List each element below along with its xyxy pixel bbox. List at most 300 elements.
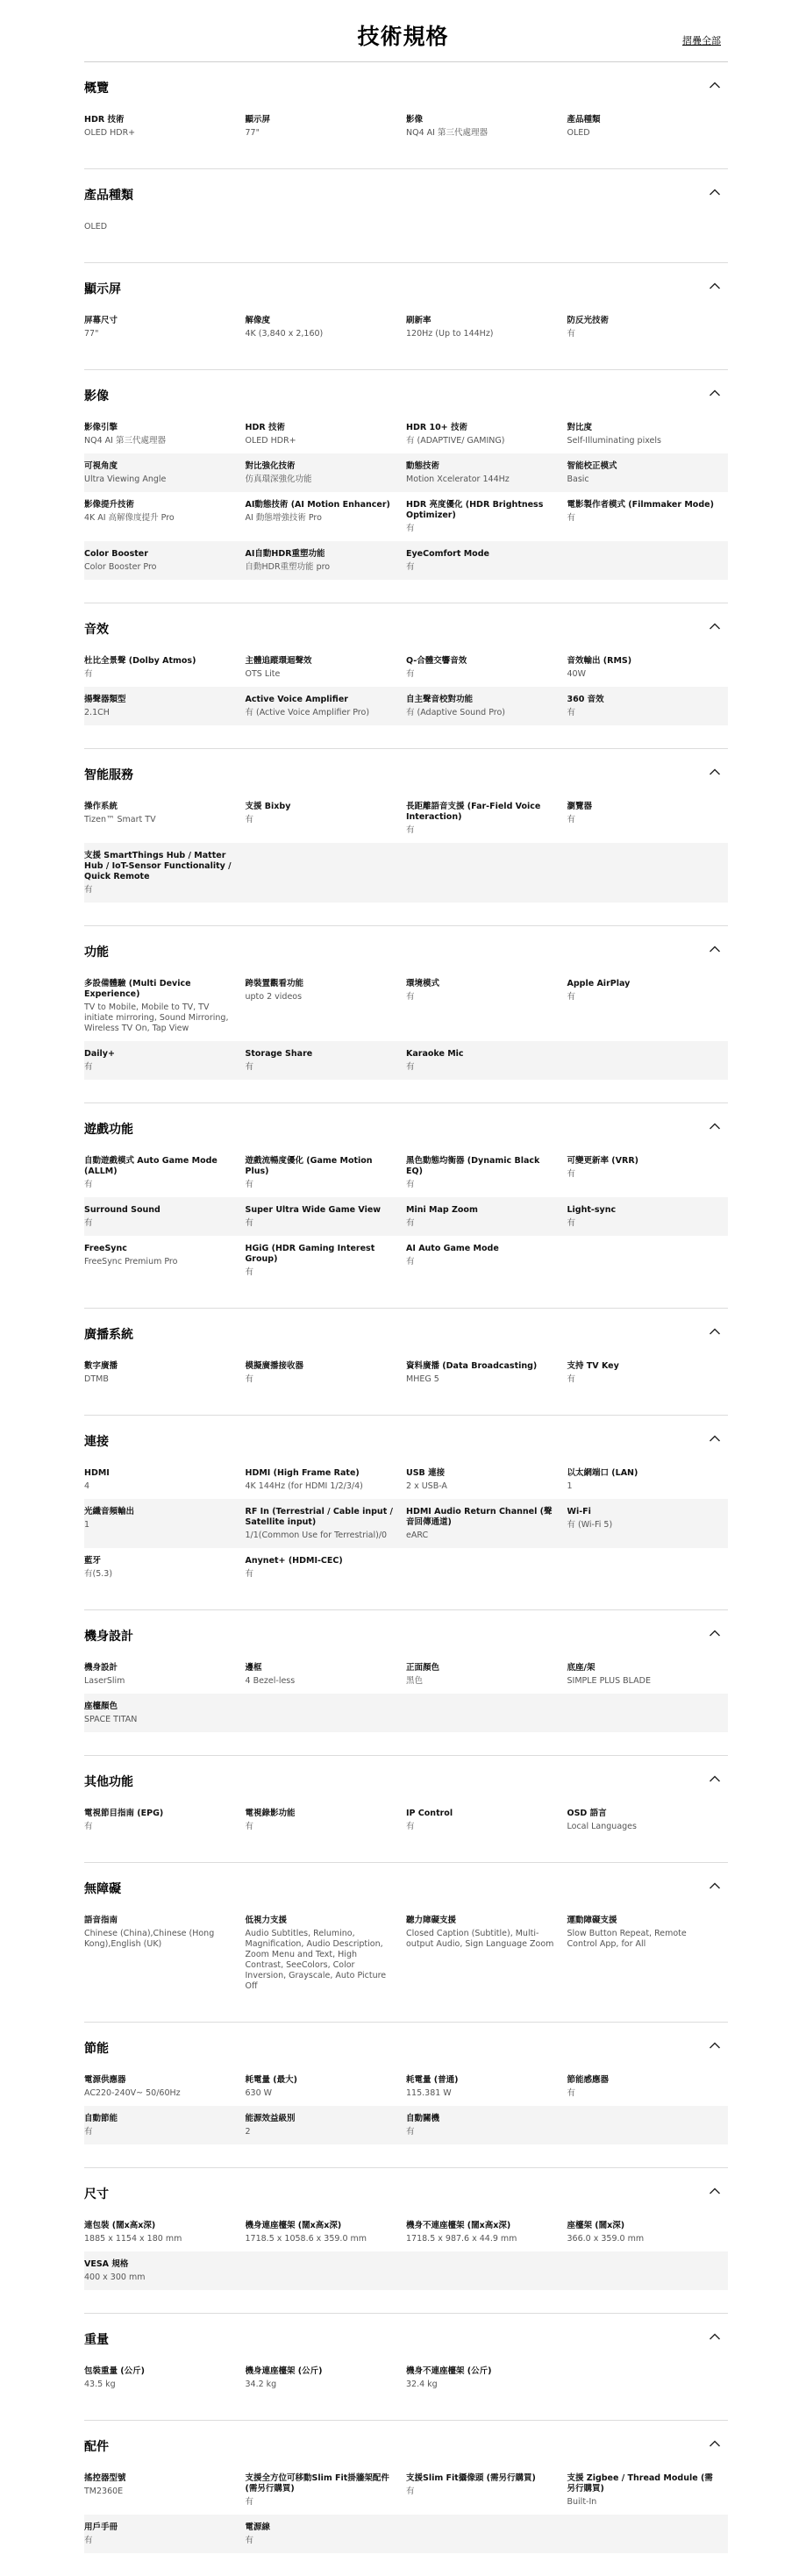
- spec-label: 正面顏色: [406, 1663, 440, 1673]
- spec-cell: [406, 2075, 567, 2099]
- spec-cell: [567, 2221, 729, 2244]
- spec-cell: [84, 2259, 246, 2283]
- spec-cell: [567, 1556, 729, 1580]
- spec-section: [84, 1102, 728, 1308]
- spec-cell: [567, 2522, 729, 2546]
- section-header[interactable]: [84, 1756, 728, 1801]
- spec-cell: [246, 1556, 407, 1580]
- spec-value: 有: [84, 669, 93, 679]
- spec-value: 有: [567, 329, 576, 339]
- spec-row: [84, 1353, 728, 1392]
- spec-value: MHEG 5: [406, 1374, 439, 1384]
- spec-cell: [246, 1156, 407, 1190]
- section-header[interactable]: [84, 749, 728, 794]
- section-header[interactable]: [84, 263, 728, 308]
- chevron-up-icon[interactable]: [709, 767, 721, 776]
- spec-cell: [84, 1468, 246, 1492]
- spec-cell: [567, 316, 729, 339]
- spec-row: [84, 2358, 728, 2397]
- spec-cell: [406, 695, 567, 718]
- spec-cell: [406, 1156, 567, 1190]
- spec-value: 1718.5 x 1058.6 x 359.0 mm: [245, 2234, 367, 2244]
- spec-value: 630 W: [245, 2088, 273, 2098]
- spec-value: 4K 144Hz (for HDMI 1/2/3/4): [245, 1481, 363, 1491]
- spec-cell: [84, 695, 246, 718]
- spec-cell: [246, 851, 407, 896]
- spec-cell: [567, 2259, 729, 2283]
- section-header[interactable]: [84, 926, 728, 971]
- spec-label: 電源供應器: [84, 2075, 126, 2085]
- spec-label: HDR 亮度優化 (HDR Brightness Optimizer): [406, 500, 544, 520]
- spec-label: 支援 SmartThings Hub / Matter Hub / IoT-Sensor Functionality / Quick Remote: [84, 851, 232, 881]
- spec-value: 1: [84, 1520, 90, 1530]
- chevron-up-icon[interactable]: [709, 1327, 721, 1336]
- spec-value: 有: [245, 1267, 254, 1277]
- spec-cell: [567, 1507, 729, 1541]
- spec-row: [84, 1236, 728, 1285]
- spec-value: LaserSlim: [84, 1676, 125, 1686]
- spec-row: [84, 1197, 728, 1236]
- spec-cell: [567, 1244, 729, 1278]
- spec-value: Basic: [567, 475, 589, 484]
- spec-value: 有: [245, 1180, 254, 1189]
- spec-value: Audio Subtitles, Relumino, Magnification, Audio Description, Zoom Menu and Text, High Contrast, SeeColors, Color Inversion, Grayscale, Auto Picture Off: [245, 1929, 387, 1991]
- spec-value: 77": [245, 128, 260, 138]
- spec-value: 有: [84, 1218, 93, 1228]
- spec-label: Light-sync: [567, 1205, 617, 1215]
- spec-cell: [84, 1244, 246, 1278]
- spec-section: [84, 1308, 728, 1415]
- spec-cell: [567, 1361, 729, 1385]
- spec-section: [84, 2420, 728, 2576]
- spec-label: 電源線: [245, 2522, 271, 2532]
- spec-label: 對比度: [567, 423, 593, 432]
- spec-value: 有 (Active Voice Amplifier Pro): [245, 708, 370, 717]
- chevron-up-icon[interactable]: [709, 945, 721, 953]
- section-header[interactable]: [84, 1863, 728, 1908]
- spec-section: [84, 168, 728, 262]
- spec-cell: [84, 1049, 246, 1073]
- spec-cell: [406, 851, 567, 896]
- spec-value: upto 2 videos: [245, 992, 303, 1002]
- spec-label: 耗電量 (最大): [245, 2075, 297, 2085]
- spec-value: 有: [245, 1218, 254, 1228]
- spec-cell: [567, 1468, 729, 1492]
- spec-cell: [406, 2114, 567, 2137]
- spec-value: 2: [245, 2127, 251, 2137]
- spec-value: 有: [84, 1822, 93, 1831]
- spec-section: [84, 1609, 728, 1755]
- spec-label: 音效輸出 (RMS): [567, 656, 632, 666]
- spec-cell: [84, 1205, 246, 1229]
- spec-label: 動態技術: [406, 461, 440, 471]
- spec-label: 操作系統: [84, 802, 118, 811]
- spec-cell: [84, 1361, 246, 1385]
- spec-section: [84, 2313, 728, 2420]
- spec-value: 有: [567, 1169, 576, 1179]
- spec-cell: [567, 1205, 729, 1229]
- spec-value: Chinese (China),Chinese (Hong Kong),English (UK): [84, 1929, 215, 1949]
- spec-cell: [567, 979, 729, 1034]
- spec-cell: [246, 1916, 407, 1992]
- section-header[interactable]: [84, 1610, 728, 1655]
- spec-value: Ultra Viewing Angle: [84, 475, 167, 484]
- spec-cell: [406, 2366, 567, 2390]
- spec-label: 影像提升技術: [84, 500, 135, 510]
- spec-row: [84, 1460, 728, 1499]
- spec-section: [84, 1862, 728, 2022]
- spec-value: Built-In: [567, 2497, 597, 2507]
- spec-label: 長距離語音支援 (Far-Field Voice Interaction): [406, 802, 541, 822]
- chevron-up-icon[interactable]: [709, 1881, 721, 1890]
- chevron-up-icon[interactable]: [709, 2439, 721, 2448]
- spec-value: 有: [406, 2127, 415, 2137]
- spec-cell: [246, 2114, 407, 2137]
- spec-value: OLED HDR+: [84, 128, 136, 138]
- spec-label: 搖控器型號: [84, 2473, 126, 2483]
- spec-label: 自動遊戲模式 Auto Game Mode (ALLM): [84, 1156, 218, 1176]
- spec-label: 智能校正模式: [567, 461, 617, 471]
- spec-cell: [246, 1361, 407, 1385]
- spec-label: 杜比全景聲 (Dolby Atmos): [84, 656, 196, 666]
- spec-cell: [406, 2522, 567, 2546]
- spec-value: 有: [406, 1180, 415, 1189]
- chevron-up-icon[interactable]: [709, 1629, 721, 1638]
- spec-section: [84, 748, 728, 925]
- chevron-up-icon[interactable]: [709, 282, 721, 290]
- chevron-up-icon[interactable]: [709, 2041, 721, 2050]
- section-title: 智能服務: [84, 768, 133, 782]
- spec-value: 有: [406, 524, 415, 533]
- spec-rows: [84, 1353, 728, 1415]
- spec-section: [84, 369, 728, 603]
- spec-cell: [84, 222, 246, 232]
- spec-label: 機身連座檯架 (闊x高x深): [245, 2221, 342, 2230]
- spec-label: Q-合體交響音效: [406, 656, 467, 666]
- spec-cell: [246, 802, 407, 836]
- spec-value: 有: [406, 1822, 415, 1831]
- spec-cell: [246, 423, 407, 446]
- spec-label: 黑色動態均衡器 (Dynamic Black EQ): [406, 1156, 540, 1176]
- spec-cell: [406, 1916, 567, 1992]
- spec-row: [84, 794, 728, 843]
- spec-sections: [0, 61, 806, 2576]
- section-title: 音效: [84, 623, 109, 637]
- spec-cell: [84, 656, 246, 680]
- spec-value: Local Languages: [567, 1822, 637, 1831]
- collapse-all-link[interactable]: 摺疊全部: [682, 35, 721, 46]
- spec-value: Tizen™ Smart TV: [84, 815, 156, 824]
- spec-cell: [567, 1663, 729, 1687]
- spec-cell: [406, 2221, 567, 2244]
- spec-value: 有: [406, 1062, 415, 1072]
- spec-cell: [406, 1507, 567, 1541]
- spec-cell: [406, 1702, 567, 1725]
- spec-value: 有: [567, 992, 576, 1002]
- spec-rows: [84, 2358, 728, 2420]
- spec-cell: [406, 656, 567, 680]
- spec-row: [84, 687, 728, 725]
- spec-value: Closed Caption (Subtitle), Multi-output Audio, Sign Language Zoom: [406, 1929, 554, 1949]
- section-title: 遊戲功能: [84, 1123, 133, 1137]
- section-title: 尺寸: [84, 2187, 109, 2201]
- spec-cell: [84, 2114, 246, 2137]
- spec-value: 有: [84, 1180, 93, 1189]
- spec-value: 有(5.3): [84, 1569, 113, 1579]
- spec-value: 有: [84, 2127, 93, 2137]
- spec-value: 有: [406, 2487, 415, 2496]
- spec-cell: [567, 461, 729, 485]
- spec-cell: [246, 1205, 407, 1229]
- spec-label: Color Booster: [84, 549, 148, 559]
- section-header[interactable]: [84, 1309, 728, 1353]
- spec-label: 支援全方位可移動Slim Fit掛牆架配件 (需另行購買): [245, 2473, 389, 2494]
- spec-value: 有 (ADAPTIVE/ GAMING): [406, 436, 505, 446]
- spec-value: 有: [567, 1218, 576, 1228]
- spec-cell: [246, 2075, 407, 2099]
- spec-value: AI 動態增強技術 Pro: [245, 513, 322, 523]
- spec-cell: [246, 1702, 407, 1725]
- spec-label: VESA 規格: [84, 2259, 129, 2269]
- spec-rows: [84, 415, 728, 603]
- spec-cell: [84, 802, 246, 836]
- spec-cell: [246, 2259, 407, 2283]
- spec-label: 支持 TV Key: [567, 1361, 619, 1371]
- chevron-up-icon[interactable]: [709, 1774, 721, 1783]
- spec-value: 43.5 kg: [84, 2380, 116, 2389]
- spec-cell: [567, 2075, 729, 2099]
- spec-label: 機身連座檯架 (公斤): [245, 2366, 323, 2376]
- spec-label: 模擬廣播接收器: [245, 1361, 304, 1371]
- spec-section: [84, 61, 728, 168]
- spec-cell: [84, 851, 246, 896]
- spec-label: 揚聲器類型: [84, 695, 126, 704]
- spec-value: Slow Button Repeat, Remote Control App, for All: [567, 1929, 687, 1949]
- spec-label: 機身設計: [84, 1663, 118, 1673]
- spec-value: 有: [245, 1569, 254, 1579]
- spec-cell: [246, 2221, 407, 2244]
- spec-label: 對比強化技術: [245, 461, 296, 471]
- spec-cell: [246, 979, 407, 1034]
- chevron-up-icon[interactable]: [709, 1434, 721, 1443]
- spec-row: [84, 1548, 728, 1587]
- spec-cell: [406, 549, 567, 573]
- spec-cell: [406, 1809, 567, 1832]
- spec-label: 包裝重量 (公斤): [84, 2366, 145, 2376]
- spec-value: SPACE TITAN: [84, 1715, 138, 1724]
- spec-value: 有: [406, 1257, 415, 1267]
- spec-value: NQ4 AI 第三代處理器: [406, 128, 488, 138]
- spec-cell: [567, 656, 729, 680]
- spec-label: 數字廣播: [84, 1361, 118, 1371]
- spec-cell: [406, 115, 567, 139]
- spec-cell: [406, 500, 567, 534]
- spec-label: Surround Sound: [84, 1205, 160, 1215]
- section-title: 機身設計: [84, 1630, 133, 1644]
- spec-label: EyeComfort Mode: [406, 549, 489, 559]
- section-header[interactable]: [84, 603, 728, 648]
- spec-section: [84, 262, 728, 369]
- spec-label: HDR 10+ 技術: [406, 423, 467, 432]
- spec-value: 有 (Wi-Fi 5): [567, 1520, 613, 1530]
- spec-row: [84, 107, 728, 146]
- spec-label: HDMI Audio Return Channel (聲音回傳通道): [406, 1507, 553, 1527]
- spec-label: Super Ultra Wide Game View: [245, 1205, 382, 1215]
- spec-rows: [84, 308, 728, 369]
- spec-cell: [406, 1556, 567, 1580]
- spec-label: 可視角度: [84, 461, 118, 471]
- spec-value: 120Hz (Up to 144Hz): [406, 329, 494, 339]
- spec-value: 4K (3,840 x 2,160): [245, 329, 324, 339]
- spec-cell: [246, 2366, 407, 2390]
- spec-label: 主體追蹤環迴聲效: [245, 656, 312, 666]
- spec-value: 有: [245, 1822, 254, 1831]
- spec-value: 40W: [567, 669, 586, 679]
- spec-section: [84, 925, 728, 1102]
- spec-row: [84, 2067, 728, 2106]
- spec-value: OLED: [84, 222, 108, 232]
- spec-row: [84, 2465, 728, 2515]
- spec-label: 電影製作者模式 (Filmmaker Mode): [567, 500, 714, 510]
- section-header[interactable]: [84, 2168, 728, 2213]
- section-title: 顯示屏: [84, 282, 121, 296]
- spec-row: [84, 1148, 728, 1197]
- chevron-up-icon[interactable]: [709, 2187, 721, 2195]
- spec-cell: [567, 549, 729, 573]
- spec-value: 有: [567, 513, 576, 523]
- spec-value: OLED HDR+: [245, 436, 296, 446]
- spec-cell: [567, 2114, 729, 2137]
- section-header[interactable]: [84, 2421, 728, 2465]
- spec-value: 1: [567, 1481, 573, 1491]
- spec-label: 遊戲流暢度優化 (Game Motion Plus): [245, 1156, 373, 1176]
- section-header[interactable]: [84, 1103, 728, 1148]
- section-title: 概覽: [84, 82, 109, 96]
- spec-cell: [84, 461, 246, 485]
- section-header[interactable]: [84, 169, 728, 214]
- spec-cell: [84, 1556, 246, 1580]
- chevron-up-icon[interactable]: [709, 1122, 721, 1131]
- spec-row: [84, 415, 728, 453]
- spec-label: 自動節能: [84, 2114, 118, 2123]
- spec-value: 有: [406, 825, 415, 835]
- spec-row: [84, 2515, 728, 2553]
- spec-row: [84, 648, 728, 687]
- chevron-up-icon[interactable]: [709, 389, 721, 397]
- spec-cell: [406, 1049, 567, 1073]
- spec-cell: [567, 1702, 729, 1725]
- spec-label: Active Voice Amplifier: [245, 695, 348, 704]
- spec-cell: [567, 802, 729, 836]
- section-header[interactable]: [84, 62, 728, 107]
- spec-row: [84, 308, 728, 346]
- chevron-up-icon[interactable]: [709, 2332, 721, 2341]
- section-title: 無障礙: [84, 1882, 121, 1896]
- chevron-up-icon[interactable]: [709, 188, 721, 196]
- spec-cell: [84, 2522, 246, 2546]
- spec-row: [84, 541, 728, 580]
- spec-cell: [567, 500, 729, 534]
- section-header[interactable]: [84, 2023, 728, 2067]
- section-title: 功能: [84, 945, 109, 960]
- spec-cell: [567, 115, 729, 139]
- spec-value: 有: [406, 1218, 415, 1228]
- spec-value: 4: [84, 1481, 90, 1491]
- spec-value: 有: [567, 815, 576, 824]
- spec-value: 34.2 kg: [245, 2380, 277, 2389]
- spec-label: 聽力障礙支援: [406, 1916, 457, 1925]
- section-header[interactable]: [84, 370, 728, 415]
- spec-value: 4 Bezel-less: [245, 1676, 296, 1686]
- spec-cell: [246, 1809, 407, 1832]
- spec-value: Color Booster Pro: [84, 562, 157, 572]
- spec-label: Mini Map Zoom: [406, 1205, 478, 1215]
- spec-cell: [246, 1244, 407, 1278]
- spec-row: [84, 1655, 728, 1694]
- spec-label: 電視節目指南 (EPG): [84, 1809, 164, 1818]
- spec-label: 可變更新率 (VRR): [567, 1156, 638, 1166]
- spec-value: 有: [245, 1062, 254, 1072]
- spec-cell: [406, 423, 567, 446]
- spec-value: 有: [567, 1374, 576, 1384]
- spec-cell: [246, 656, 407, 680]
- spec-cell: [406, 2259, 567, 2283]
- spec-cell: [406, 1361, 567, 1385]
- spec-label: 耗電量 (普通): [406, 2075, 459, 2085]
- spec-label: 產品種類: [567, 115, 601, 125]
- spec-label: RF In (Terrestrial / Cable input / Satellite input): [245, 1507, 394, 1527]
- section-title: 影像: [84, 389, 109, 403]
- spec-label: 能源效益級別: [245, 2114, 296, 2123]
- chevron-up-icon[interactable]: [709, 622, 721, 631]
- spec-cell: [406, 1205, 567, 1229]
- spec-row: [84, 1801, 728, 1839]
- chevron-up-icon[interactable]: [709, 81, 721, 89]
- spec-label: 座檯架 (闊x深): [567, 2221, 625, 2230]
- spec-cell: [246, 500, 407, 534]
- section-header[interactable]: [84, 2314, 728, 2358]
- spec-label: 多設備體驗 (Multi Device Experience): [84, 979, 191, 999]
- spec-cell: [84, 1507, 246, 1541]
- section-title: 產品種類: [84, 189, 133, 203]
- spec-row: [84, 1499, 728, 1548]
- spec-row: [84, 1908, 728, 1999]
- spec-value: TM2360E: [84, 2487, 124, 2496]
- spec-value: 有: [245, 815, 254, 824]
- spec-cell: [567, 695, 729, 718]
- spec-label: 影像: [406, 115, 424, 125]
- spec-cell: [246, 2522, 407, 2546]
- spec-cell: [84, 2366, 246, 2390]
- spec-label: Anynet+ (HDMI-CEC): [245, 1556, 343, 1566]
- spec-cell: [246, 1663, 407, 1687]
- spec-label: 底座/架: [567, 1663, 596, 1673]
- spec-label: 藍牙: [84, 1556, 102, 1566]
- spec-rows: [84, 2213, 728, 2313]
- spec-label: 電視錄影功能: [245, 1809, 296, 1818]
- spec-rows: [84, 1801, 728, 1862]
- section-header[interactable]: [84, 1416, 728, 1460]
- spec-label: 支援Slim Fit攝像頭 (需另行購買): [406, 2473, 536, 2483]
- spec-value: 有 (Adaptive Sound Pro): [406, 708, 506, 717]
- spec-cell: [246, 695, 407, 718]
- spec-label: HGiG (HDR Gaming Interest Group): [245, 1244, 375, 1264]
- header: [0, 0, 806, 61]
- spec-cell: [84, 979, 246, 1034]
- spec-label: 座檯顏色: [84, 1702, 118, 1711]
- spec-label: 機身不連座檯架 (公斤): [406, 2366, 492, 2376]
- spec-label: HDR 技術: [84, 115, 125, 125]
